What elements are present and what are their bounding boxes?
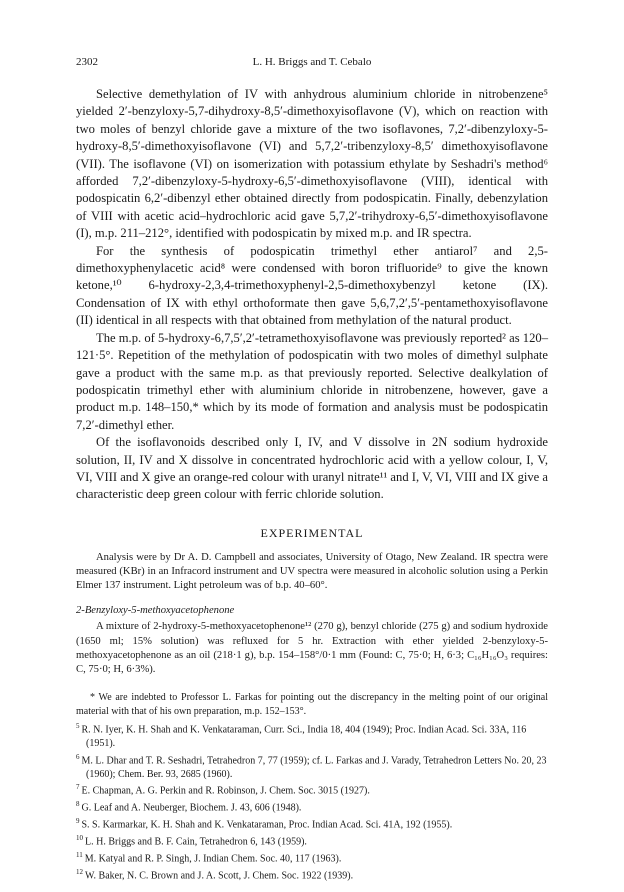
- experimental-intro: Analysis were by Dr A. D. Campbell and associates, University of Otago, New Zealand. IR spectra were measured (KBr) in an Infracord instrument and UV spectra were measured in alcoholic solution using a Perkin Elmer 137 instrument. Light petroleum was of b.p. 40–60°.: [76, 551, 548, 592]
- paragraph: For the synthesis of podospicatin trimethyl ether antiarol⁷ and 2,5-dimethoxyphenylacetic acid⁸ were condensed with boron trifluoride⁹ to give the known ketone,¹⁰ 6-hydroxy-2,3,4-trimethoxyphenyl-2,5-dimethoxybenzyl ketone (IX). Condensation of IX with ethyl orthoformate then gave 5,6,7,2′,5′-pentamethoxyisoflavone (II) identical in all respects with that obtained from methylation of the natural product.: [76, 243, 548, 328]
- compound-subheading: 2-Benzyloxy-5-methoxyacetophenone: [76, 605, 235, 617]
- reference-number: 7: [76, 783, 80, 792]
- paragraph: Selective demethylation of IV with anhydrous aluminium chloride in nitrobenzene⁵ yielded 2′-benzyloxy-5,7-dihydroxy-8,5′-dimethoxyisoflavone (V), which on reaction with two moles of benzyl chloride gave a mixture of the two isoflavones, 7,2′-dibenzyloxy-5-hydroxy-8,5′-dimethoxyisoflavone (VI) and 5,7,2′-tribenzyloxy-8,5′ dimethoxyisoflavone (VII). The isoflavone (VI) on isomerization with potassium ethylate by Seshadri's method⁶ afforded 7,2′-dibenzyloxy-5-hydroxy-6,5′-dimethoxyisoflavone (VIII), identical with podospicatin 6,2′-dibenzyl ether obtained directly from podospicatin. Finally, debenzylation of VIII with acetic acid–hydrochloric acid gave 5,7,2′-trihydroxy-6,5′-dimethoxyisoflavone (I), m.p. 211–212°, identified with podospicatin by mixed m.p. and IR spectra.: [76, 87, 548, 241]
- reference-number: 11: [76, 851, 83, 860]
- reference-number: 5: [76, 722, 80, 731]
- experimental-procedure: A mixture of 2-hydroxy-5-methoxyacetophenone¹² (270 g), benzyl chloride (275 g) and sodium hydroxide (1650 ml; 15% solution) was refluxed for 5 hr. Extraction with ether yielded 2-benzyloxy-5-methoxyacetophenone as an oil (218·1 g), b.p. 154–158°/0·1 mm (Found: C, 75·0; H, 6·3; C₁₆H₁₆O₃ requires: C, 75·0; H, 6·3%).: [76, 621, 548, 675]
- reference-item: [76, 798, 548, 815]
- reference-text: E. Chapman, A. G. Perkin and R. Robinson, J. Chem. Soc. 3015 (1927).: [81, 785, 370, 797]
- footnote: * We are indebted to Professor L. Farkas for pointing out the discrepancy in the melting point of our original material with that of his own preparation, m.p. 152–153°.: [76, 692, 548, 717]
- reference-item: [76, 832, 548, 849]
- reference-item: [76, 866, 548, 883]
- reference-number: 8: [76, 800, 80, 809]
- reference-text: G. Leaf and A. Neuberger, Biochem. J. 43, 606 (1948).: [81, 802, 302, 814]
- section-heading: EXPERIMENTAL: [260, 525, 364, 540]
- running-head: L. H. Briggs and T. Cebalo: [252, 56, 372, 68]
- reference-item: [76, 751, 548, 782]
- reference-item: [76, 849, 548, 866]
- reference-text: S. S. Karmarkar, K. H. Shah and K. Venkataraman, Proc. Indian Acad. Sci. 41A, 192 (1955).: [81, 819, 453, 831]
- page-number: 2302: [76, 56, 98, 68]
- reference-text: M. L. Dhar and T. R. Seshadri, Tetrahedron 7, 77 (1959); cf. L. Farkas and J. Varady, Tetrahedron Letters No. 20, 23 (1960); Chem. Ber. 93, 2685 (1960).: [81, 755, 547, 780]
- page-header: [76, 56, 548, 72]
- reference-number: 10: [76, 834, 83, 843]
- reference-text: R. N. Iyer, K. H. Shah and K. Venkataraman, Curr. Sci., India 18, 404 (1949); Proc. Indian Acad. Sci. 33A, 116 (1951).: [81, 724, 527, 750]
- reference-list: [76, 720, 548, 883]
- reference-text: W. Baker, N. C. Brown and J. A. Scott, J. Chem. Soc. 1922 (1939).: [85, 870, 354, 882]
- reference-number: 9: [76, 817, 80, 826]
- reference-text: M. Katyal and R. P. Singh, J. Indian Chem. Soc. 40, 117 (1963).: [84, 853, 342, 865]
- reference-item: [76, 781, 548, 798]
- paragraph: Of the isoflavonoids described only I, IV, and V dissolve in 2N sodium hydroxide solution, II, IV and X dissolve in concentrated hydrochloric acid with a yellow colour, I, V, VI, VIII and X give an orange-red colour with uranyl nitrate¹¹ and I, V, VI, VIII and IX give a characteristic deep green colour with ferric chloride solution.: [76, 435, 548, 502]
- reference-item: [76, 720, 548, 751]
- reference-text: L. H. Briggs and B. F. Cain, Tetrahedron 6, 143 (1959).: [85, 836, 307, 848]
- reference-number: 12: [76, 868, 83, 876]
- paragraph: The m.p. of 5-hydroxy-6,7,5′,2′-tetramethoxyisoflavone was previously reported² as 120–121·5°. Repetition of the methylation of podospicatin with two moles of dimethyl sulphate gave a product with the same m.p. as that previously reported. Selective dealkylation of podospicatin trimethyl ether with aluminium chloride in nitrobenzene, however, gave a product m.p. 148–150,* which by its mode of formation and analysis must be podospicatin 7,2′-dimethyl ether.: [76, 330, 548, 432]
- reference-item: [76, 815, 548, 832]
- article-body: [76, 86, 548, 883]
- reference-number: 6: [76, 752, 80, 761]
